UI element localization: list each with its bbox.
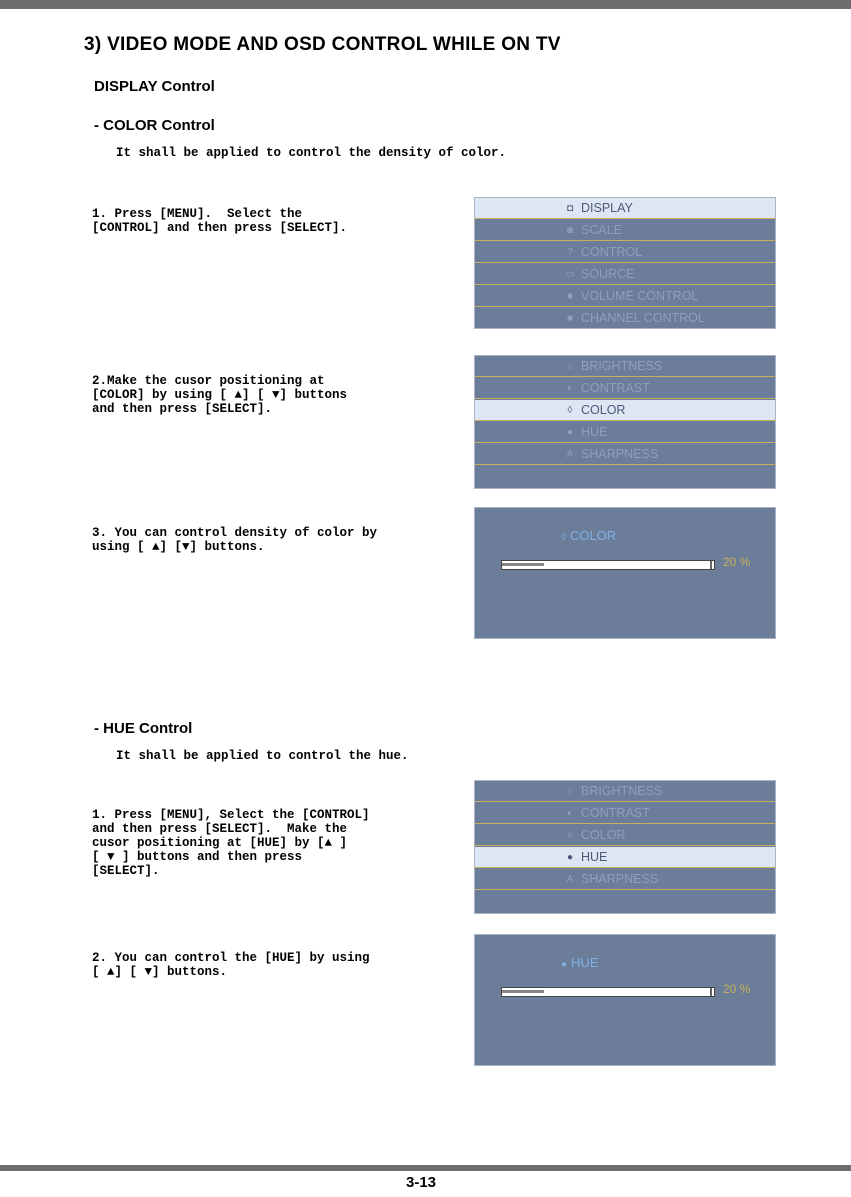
slider-end-tick [710, 988, 712, 996]
osd-item-color[interactable] [475, 825, 775, 846]
osd-item-color[interactable] [475, 400, 775, 421]
subsection-title: DISPLAY Control [94, 78, 215, 95]
osd-control-menu-hue [474, 780, 776, 914]
osd-main-menu [474, 197, 776, 329]
hue-slider-label: ● HUE [561, 955, 599, 970]
osd-item-contrast[interactable] [475, 378, 775, 399]
osd-item-channel-control[interactable] [475, 308, 775, 329]
color-drop-icon: ◊ [567, 829, 573, 841]
hue-control-heading: - HUE Control [94, 720, 193, 737]
osd-item-label: COLOR [581, 828, 626, 842]
osd-item-brightness[interactable] [475, 356, 775, 377]
color-step-1: 1. Press [MENU]. Select the [CONTROL] and then press [SELECT]. [92, 207, 348, 235]
osd-item-label: CONTROL [581, 245, 643, 259]
osd-item-label: BRIGHTNESS [581, 784, 663, 798]
display-icon: ◘ [566, 202, 574, 214]
osd-item-source[interactable] [475, 264, 775, 285]
osd-item-label: CONTRAST [581, 806, 650, 820]
color-slider-label: ◊ COLOR [561, 528, 617, 543]
color-drop-icon: ◊ [567, 404, 573, 416]
color-control-heading: - COLOR Control [94, 117, 215, 134]
source-icon: ▭ [565, 268, 575, 280]
osd-item-brightness[interactable] [475, 781, 775, 802]
brightness-icon: ☼ [565, 785, 575, 797]
hue-icon: ● [561, 959, 568, 970]
control-icon: ? [567, 246, 573, 258]
osd-item-sharpness[interactable] [475, 869, 775, 890]
sharpness-icon: A [566, 448, 574, 460]
color-step-2: 2.Make the cusor positioning at [COLOR] by using [ ▲] [ ▼] buttons and then press [SELECT]. [92, 374, 348, 416]
osd-item-volume-control[interactable] [475, 286, 775, 307]
osd-item-contrast[interactable] [475, 803, 775, 824]
hue-step-2: 2. You can control the [HUE] by using [ ▲] [ ▼] buttons. [92, 951, 370, 979]
osd-item-label: HUE [581, 850, 608, 864]
section-title: 3) VIDEO MODE AND OSD CONTROL WHILE ON TV [84, 34, 561, 55]
osd-item-hue[interactable] [475, 422, 775, 443]
osd-item-sharpness[interactable] [475, 444, 775, 465]
color-control-description: It shall be applied to control the density of color. [116, 146, 507, 160]
osd-item-label: SCALE [581, 223, 622, 237]
osd-item-label: HUE [581, 425, 608, 439]
hue-slider-value: 20 % [723, 982, 751, 996]
color-slider-track[interactable] [501, 560, 715, 570]
hue-step-1: 1. Press [MENU], Select the [CONTROL] and then press [SELECT]. Make the cusor positioning at [HUE] by [▲ ] [ ▼ ] buttons and then press [SELECT]. [92, 808, 370, 878]
hue-icon: ● [566, 426, 574, 438]
osd-control-menu-color [474, 355, 776, 489]
osd-item-scale[interactable] [475, 220, 775, 241]
contrast-icon: ◐ [566, 382, 574, 394]
hue-slider-fill [502, 990, 544, 993]
osd-item-label: CHANNEL CONTROL [581, 311, 705, 325]
top-rule [0, 0, 851, 9]
osd-item-label: COLOR [581, 403, 626, 417]
contrast-icon: ◐ [566, 807, 574, 819]
color-drop-icon: ◊ [561, 532, 566, 543]
hue-control-description: It shall be applied to control the hue. [116, 749, 409, 763]
color-slider-value: 20 % [723, 555, 751, 569]
color-step-3: 3. You can control density of color by using [ ▲] [▼] buttons. [92, 526, 378, 554]
bottom-rule [0, 1165, 851, 1171]
osd-color-slider [474, 507, 776, 639]
brightness-icon: ☼ [565, 360, 575, 372]
osd-hue-slider [474, 934, 776, 1066]
osd-item-control[interactable] [475, 242, 775, 263]
osd-item-label: DISPLAY [581, 201, 633, 215]
osd-item-label: BRIGHTNESS [581, 359, 663, 373]
osd-item-label: SHARPNESS [581, 872, 659, 886]
osd-item-label: SHARPNESS [581, 447, 659, 461]
osd-item-label: SOURCE [581, 267, 635, 281]
sharpness-icon: A [566, 873, 574, 885]
hue-icon: ● [566, 851, 574, 863]
osd-item-label: CONTRAST [581, 381, 650, 395]
osd-item-hue[interactable] [475, 847, 775, 868]
scale-icon: ◙ [566, 224, 574, 236]
hue-slider-track[interactable] [501, 987, 715, 997]
page-number: 3-13 [406, 1174, 437, 1191]
osd-item-display[interactable] [475, 198, 775, 219]
color-slider-fill [502, 563, 544, 566]
osd-item-label: VOLUME CONTROL [581, 289, 699, 303]
slider-end-tick [710, 561, 712, 569]
volume-icon: ■ [566, 290, 574, 302]
channel-icon: ■ [566, 312, 574, 324]
